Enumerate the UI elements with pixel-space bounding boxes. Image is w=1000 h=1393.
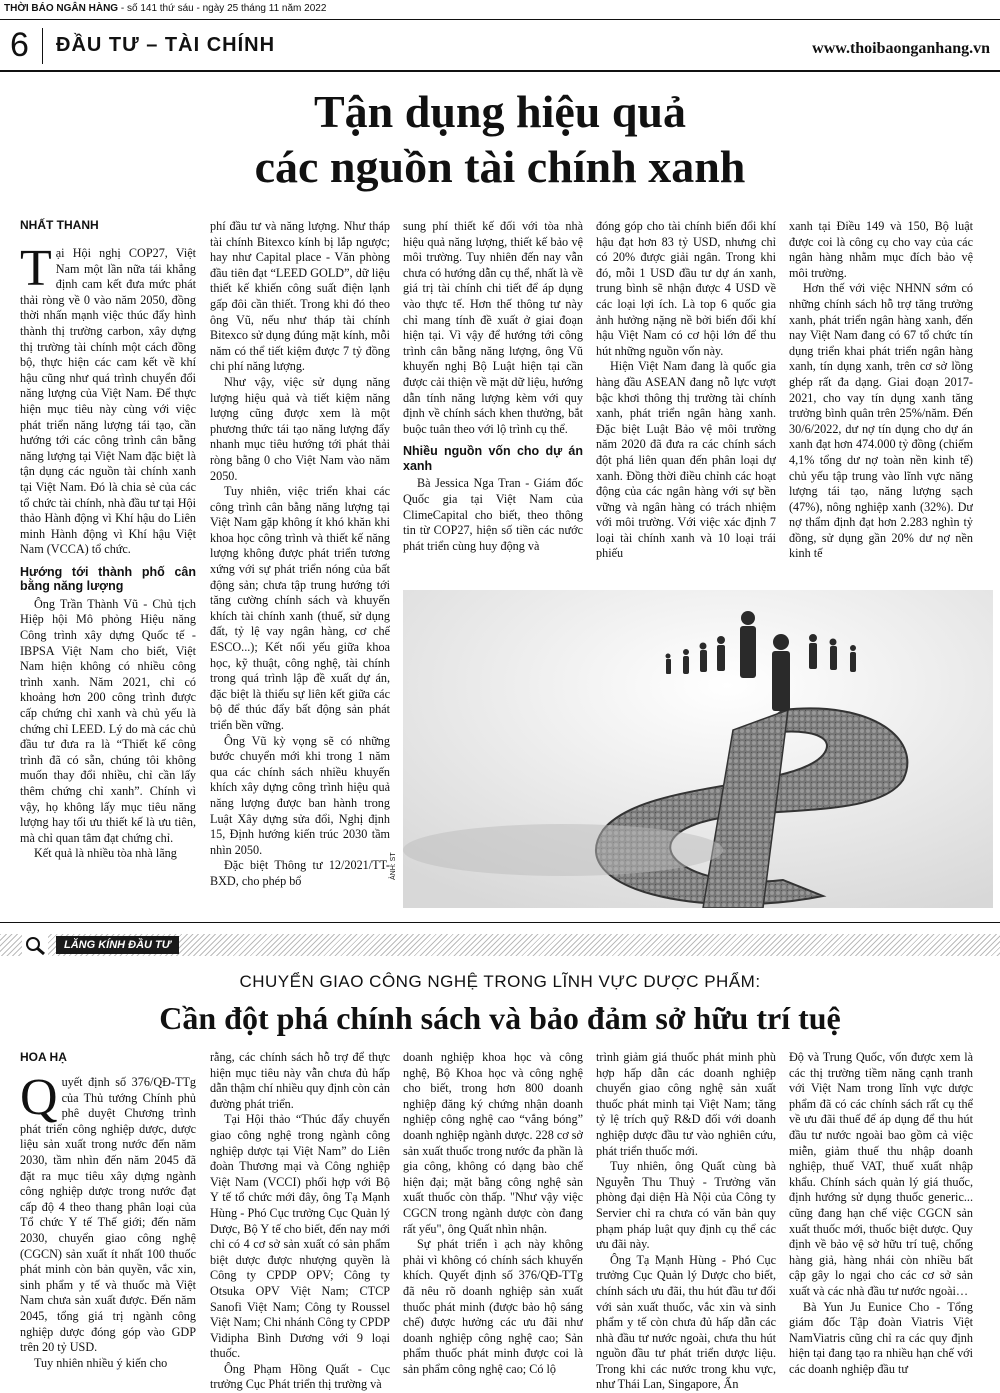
article2-headline: Cần đột phá chính sách và bảo đảm sở hữu trí tuệ xyxy=(159,1000,841,1036)
paragraph: Tuy nhiên, ông Quất cùng bà Nguyễn Thu Thuỷ - Trưởng văn phòng đại diện Hà Nội của Công ty Servier chỉ ra chưa có văn bản quy phạm pháp luật quy định cụ thể các ưu đãi này. xyxy=(596,1159,776,1252)
subheading: Nhiều nguồn vốn cho dự án xanh xyxy=(403,444,583,473)
article1-photo xyxy=(403,590,993,908)
website-link[interactable]: www.thoibaonganhang.vn xyxy=(812,40,990,57)
paragraph: Bà Yun Ju Eunice Cho - Tổng giám đốc Tập đoàn Viatris Việt NamViatris cũng chỉ ra các quy định hiện tại đang tạo ra nhiều hạn chế với các doanh nghiệp đầu tư xyxy=(789,1299,973,1376)
paragraph: Ông Trần Thành Vũ - Chủ tịch Hiệp hội Mô phỏng Hiệu năng Công trình xây dựng Quốc tế - IBPSA Việt Nam cho biết, Việt Nam hiện không có nhiều công trình xanh. Năm 2021, chỉ có khoảng hơn 200 công trình được cấp chứng chỉ xanh và chủ yếu là chứng chỉ LEED. Lý do mà các chủ đầu tư đưa ra là “Thiết kế công trình đã có sẵn, chúng tôi không muốn thay đổi nhiều, chỉ cần lấy thêm chứng chỉ xanh”. Chính vì vậy, họ không lấy mục tiêu năng lượng hay tối ưu thiết kế là ưu tiên, mà chỉ quan tâm đạt chứng chỉ. xyxy=(20,596,196,845)
paragraph: Tại Hội thảo “Thúc đẩy chuyển giao công nghệ trong ngành công nghiệp dược tại Việt Nam” do Liên đoàn Thương mại và Công nghiệp Việt Nam (VCCI) phối hợp với Bộ Y tế tổ chức mới đây, ông Tạ Mạnh Hùng - Phó Cục trưởng Cục Quản lý Dược, Bộ Y tế cho biết, đến nay mới chỉ có 4 cơ sở sản xuất có sản phẩm biệt dược được nhượng quyền là Công ty CPDP OPV; Công ty Otsuka OPV Việt Nam; CTCP Sanofi Việt Nam; Công ty Roussel Việt Nam; Chi nhánh Công ty CPDP Vidipha Bình Dương với 9 loại thuốc. xyxy=(210,1112,390,1361)
masthead-strip xyxy=(0,0,1000,20)
article2-column-1 xyxy=(20,1075,196,1393)
article2-column-2 xyxy=(210,1050,390,1393)
magnifier-icon xyxy=(22,934,48,956)
dropcap: T xyxy=(20,246,52,297)
paragraph: Tuy nhiên, việc triển khai các công trình cân bằng năng lượng tại Việt Nam gặp không ít khó khăn khi khoa học công trình và thiết kế năng lượng không được phát triển tương xứng với sự phát triển nóng của bất động sản; chưa tập trung hướng tới tăng cường chính sách và khuyến khích tài chính xanh (thuế, sử dụng đất, tỷ lệ vay ngân hàng, cơ chế ESCO...); Kết nối yếu giữa khoa học, kỹ thuật, công nghệ, tài chính trong quá trình lập đề xuất dự án, đặc biệt là thiếu sự liên kết giữa các bộ để thúc đẩy bất động sản phát triển bền vững. xyxy=(210,484,390,732)
section-header xyxy=(0,22,1000,72)
lead-paragraph: Quyết định số 376/QĐ-TTg của Thủ tướng Chính phủ phê duyệt Chương trình phát triển công nghiệp dược, dược liệu sản xuất trong nước đến năm 2030, tầm nhìn đến năm 2045 đã đặt ra mục tiêu xây dựng ngành công nghiệp dược trong nước đạt cấp độ 4 theo thang phân loại của Tổ chức Y tế Thế giới; đến năm 2030, chuyển giao công nghệ (CGCN) sản xuất ít nhất 100 thuốc phát minh còn bản quyền, vắc xin, sinh phẩm y tế và thuốc mà Việt Nam chưa sản xuất được. Đến năm 2045, tổng giá trị ngành công nghiệp dược đóng góp vào GDP trên 20 tỷ USD. xyxy=(20,1075,196,1355)
divider xyxy=(42,28,43,64)
article1-column-1 xyxy=(20,246,196,914)
paragraph: Như vậy, việc sử dụng năng lượng hiệu quả và tiết kiệm năng lượng cũng được xem là một phương thức tái tạo năng lượng đẩy nhanh mục tiêu hướng tới phát thải ròng bằng 0 cho Việt Nam vào năm 2050. xyxy=(210,374,390,483)
headline-line-1: Tận dụng hiệu quả xyxy=(313,86,687,137)
paragraph: Ông Tạ Mạnh Hùng - Phó Cục trưởng Cục Quản lý Dược cho biết, chính sách ưu đãi, thu hút đầu tư đối với sản xuất thuốc, vắc xin và sinh phẩm y tế còn chưa đủ hấp dẫn các nhà đầu tư nước ngoài, chưa thu hút nguồn đầu tư phát triển dược liệu. Trong khi các nước trong khu vực, như Thái Lan, Singapore, Ấn xyxy=(596,1252,776,1392)
article1-headline xyxy=(0,84,1000,194)
paragraph: Bà Jessica Nga Tran - Giám đốc Quốc gia tại Việt Nam của ClimeCapital cho biết, theo thông tin từ COP27, hiện số tiền các nước phát triển cùng huy động và xyxy=(403,476,583,553)
issue-info: - số 141 thứ sáu - ngày 25 tháng 11 năm 2022 xyxy=(118,3,327,14)
article2-column-5 xyxy=(789,1050,973,1393)
paragraph: doanh nghiệp khoa học và công nghệ, Bộ Khoa học và công nghệ cho biết, trong hơn 800 doanh nghiệp đăng ký chứng nhận doanh nghiệp công nghệ cao “vắng bóng” doanh nghiệp ngành dược. 228 cơ sở sản xuất thuốc trong nước đa phần là gia công, không có dạng bào chế hiện đại; mặt bằng công nghệ sản xuất thuốc còn thấp. "Như vậy việc CGCN trong ngành dược còn đang rất yếu", ông Quất nhìn nhận. xyxy=(403,1050,583,1236)
article2-column-3 xyxy=(403,1050,583,1393)
paragraph: Hiện Việt Nam đang là quốc gia hàng đầu ASEAN đang nỗ lực vượt bậc khơi thông thị trường tài chính xanh, phát triển ngân hàng xanh. Đặc biệt Luật Bảo vệ môi trường năm 2020 đã đưa ra các chính sách đột phá liên quan đến phân loại dự xanh. Đồng thời điều chỉnh các hoạt động của các ngân hàng với sự bền vững và ngân hàng có trách nhiệm với môi trường. Với việc xác định 7 loại tài chính xanh và 10 loại trái phiếu xyxy=(596,359,776,561)
article2-kicker: CHUYỂN GIAO CÔNG NGHỆ TRONG LĨNH VỰC DƯỢC PHẨM: xyxy=(239,972,761,991)
subheading: Hướng tới thành phố cân bằng năng lượng xyxy=(20,564,196,594)
paragraph: Tuy nhiên nhiều ý kiến cho xyxy=(34,1355,168,1370)
paragraph: Ông Vũ kỳ vọng sẽ có những bước chuyển mới khi trong 1 năm qua các chính sách nhiều khuyến khích xây dựng công trình hiệu quả năng lượng được ban hành trong Luật Xây dựng sửa đổi, Nghị định 15, Định hướng kiến trúc 2030 tầm nhìn 2050. xyxy=(210,733,390,857)
article1-column-3 xyxy=(403,219,583,579)
paragraph: Ông Phạm Hồng Quất - Cục trưởng Cục Phát triển thị trường và xyxy=(210,1361,390,1392)
paragraph: Độ và Trung Quốc, vốn được xem là các thị trường tiềm năng cạnh tranh với Việt Nam trong lĩnh vực dược phẩm đã có các chính sách rất cụ thể về ưu đãi thuế để áp dụng để thu hút đầu tư nước ngoài bao gồm cả việc miễn, giảm thuế thu nhập doanh nghiệp, thuế VAT, thuế xuất nhập khẩu. Chính sách quản lý giá thuốc, định hướng sử dụng thuốc generic... cũng đang hạn chế việc CGCN sản xuất thuốc mới, thuốc biệt dược. Quy định về bảo vệ sở hữu trí tuệ, chống hàng giả, hàng nhái còn nhiều bất cập gây lo ngại cho các cơ sở sản xuất và các nhà đầu tư nước ngoài… xyxy=(789,1050,973,1298)
paragraph: phí đầu tư và năng lượng. Như tháp tài chính Bitexco kính bị lắp ngược; hay như Capital place - Văn phòng đầu tiên đạt “LEED GOLD”, dữ liệu thiết kế khiến công suất điện lạnh gấp đôi cần thiết. Trong khi đó theo ông Vũ, nếu như tháp tài chính Bitexco sử dụng đúng mặt kính, mỗi năm có thể tiết kiệm được 7 tỷ đồng chi phí năng lượng. xyxy=(210,219,390,374)
paragraph: Đặc biệt Thông tư 12/2021/TT-BXD, cho phép bổ xyxy=(210,858,390,888)
paragraph: rằng, các chính sách hỗ trợ để thực hiện mục tiêu này vẫn chưa đủ hấp dẫn thậm chí nhiều quy định còn cản đường phát triển. xyxy=(210,1050,390,1111)
paragraph: Kết quả là nhiều tòa nhà lãng xyxy=(34,846,177,861)
paragraph: sung phí thiết kế đối với tòa nhà hiệu quả năng lượng, thiết kế bảo vệ môi trường. Tuy nhiên đến nay vẫn chưa có hướng dẫn cụ thể, nhất là về giá trị tài chính chi tiết để áp dụng vào thực tế. Hơn thế thông tư này chỉ mang tính đề xuất ở giai đoạn hiện tại. Vì vậy để hướng tới công trình cân bằng năng lượng, ông Vũ khuyến nghị Bộ Luật hiện tại cần được cải thiện về mặt dữ liệu, hướng dẫn tính năng lượng kèm với quy định về chính sách khen thưởng, bắt buộc tuân theo với lộ trình cụ thể. xyxy=(403,219,583,436)
section-divider xyxy=(0,922,1000,923)
section-title: ĐẦU TƯ – TÀI CHÍNH xyxy=(56,34,276,56)
paragraph: đóng góp cho tài chính biến đổi khí hậu đạt hơn 83 tỷ USD, nhưng chỉ có 20% được giải ngân. Trong khi đó, mỗi 1 USD đầu tư dự án xanh, trung bình sẽ nhận được 4 USD về các loại lợi ích. Là top 6 quốc gia ảnh hưởng nặng nề bởi biến đổi khí hậu Việt Nam có cơ hội lớn để thu hút những nguồn vốn này. xyxy=(596,219,776,358)
dropcap: Q xyxy=(20,1075,58,1126)
article1-byline: NHẤT THANH xyxy=(20,218,99,232)
lead-paragraph: Tại Hội nghị COP27, Việt Nam một lần nữa tái khẳng định cam kết đưa mức phát thải ròng về 0 vào năm 2050, đồng thời nhấn mạnh việc thúc đẩy hình thành thị trường carbon, xây dựng thị trường tài chính một cách đồng bộ, thực hiện các cam kết về khí hậu cũng như quá trình chuyển đổi năng lượng của Việt Nam. Để thực hiện mục tiêu này cùng với việc phát triển năng lượng tái tạo, cần hướng tới các công trình cân bằng năng lượng tại Việt Nam đặc biệt là tận dụng các nguồn tài chính xanh tại Việt Nam. Đó là chia sẻ của các tổ chức tài chính, nhà đầu tư tại Hội thảo Hành động vì Khí hậu do Liên minh Hành động vì Khí hậu Việt Nam (VCCA) tổ chức. xyxy=(20,246,196,557)
paragraph: xanh tại Điều 149 và 150, Bộ luật được coi là công cụ cho vay của các ngân hàng nhằm mục đích bảo vệ môi trường. xyxy=(789,219,973,280)
article2-column-4 xyxy=(596,1050,776,1393)
article1-column-2 xyxy=(210,219,390,915)
article2-byline: HOA HẠ xyxy=(20,1050,67,1064)
photo-credit: ẢNH: ST xyxy=(390,852,397,880)
page-number: 6 xyxy=(10,26,29,64)
paragraph: Sự phát triển ì ạch này không phải vì không có chính sách khuyến khích. Quyết định số 376/QĐ-TTg đã nêu rõ doanh nghiệp sản xuất thuốc phát minh (được bảo hộ sáng chế) được hưởng các ưu đãi như doanh nghiệp công nghệ cao; Sản phẩm thuốc phát minh được coi là sản phẩm công nghệ cao; Có lộ xyxy=(403,1237,583,1376)
paragraph: trình giảm giá thuốc phát minh phù hợp hấp dẫn các doanh nghiệp chuyển giao công nghệ sản xuất thuốc phát minh tại Việt Nam; tăng tỷ lệ trích quỹ R&D đối với doanh nghiệp dược đầu tư vào nghiên cứu, phát triển thuốc mới. xyxy=(596,1050,776,1158)
paper-name: THỜI BÁO NGÂN HÀNG xyxy=(4,3,119,14)
banner-label: LĂNG KÍNH ĐẦU TƯ xyxy=(56,936,179,954)
article1-column-4 xyxy=(596,219,776,579)
paragraph: Hơn thế với việc NHNN sớm có những chính sách hỗ trợ tăng trưởng xanh, phát triển ngân hàng xanh, đến nay Việt Nam đang có 67 tổ chức tín dụng triển khai phát triển ngân hàng xanh, tín dụng xanh, trên cơ sở lồng ghép rất đa dạng. Giai đoạn 2017-2021, cho vay tín dụng xanh tăng trưởng bình quân trên 25%/năm. Đến 30/6/2022, dư nợ tín dụng cho dự án xanh đạt hơn 474.000 tỷ đồng (chiếm 4,1% tổng dư nợ toàn nền kinh tế) chủ yếu tập trung vào lĩnh vực năng lượng tái tạo, năng lượng sạch (47%), nông nghiệp xanh (32%). Dư nợ thẩm định đạt hơn 2.283 nghìn tỷ đồng, sử dụng gần 20% dư nợ nền kinh tế xyxy=(789,281,973,561)
article1-column-5 xyxy=(789,219,973,579)
headline-line-2: các nguồn tài chính xanh xyxy=(254,141,746,192)
column-banner xyxy=(0,934,1000,956)
